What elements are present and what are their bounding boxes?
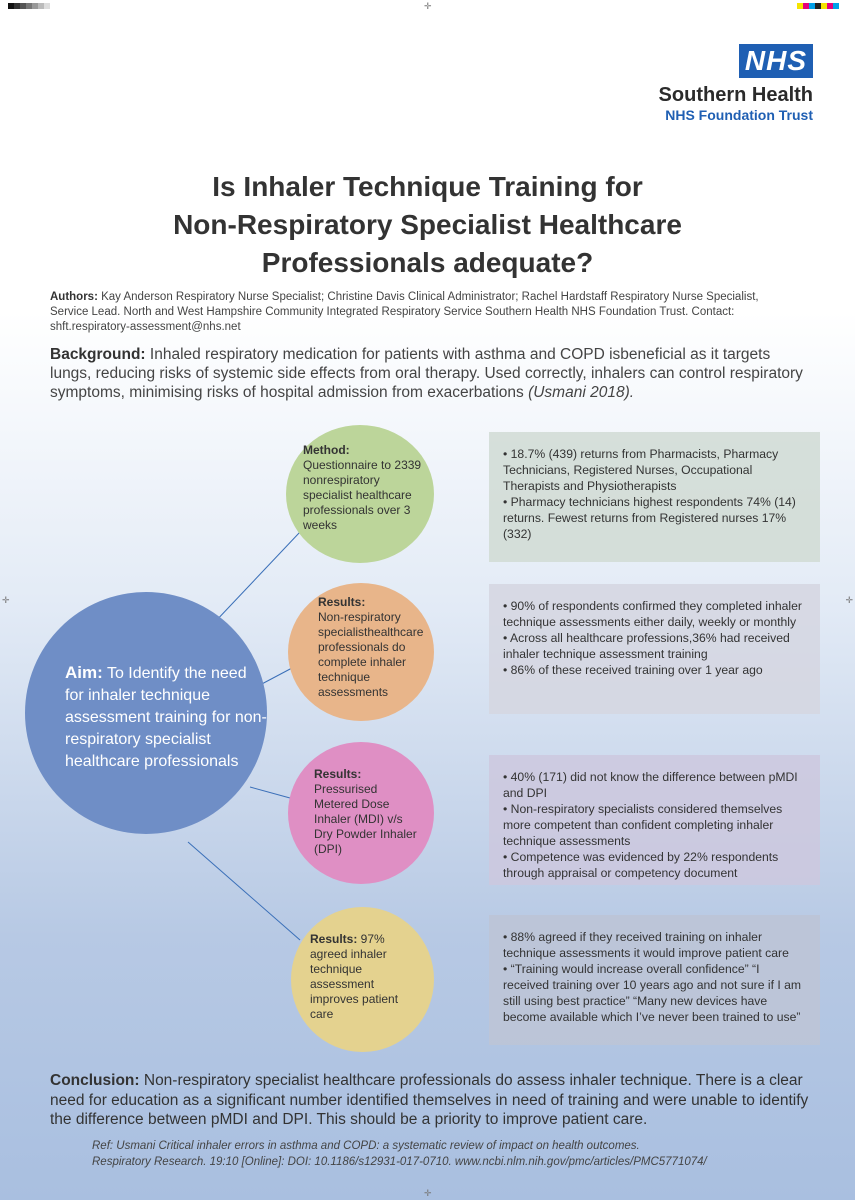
aim-text: To Identify the need for inhaler technique assessment training for non-respiratory specialist healthcare professionals xyxy=(65,665,267,770)
trust-name: NHS Foundation Trust xyxy=(665,107,813,123)
registration-mark-icon: ✛ xyxy=(2,595,10,605)
results-text: Non-respiratory specialisthealthcare professionals do complete inhaler technique assessments xyxy=(318,610,424,699)
registration-mark-icon: ✛ xyxy=(424,1188,432,1198)
finding-bullet: • 40% (171) did not know the difference between pMDI and DPI xyxy=(503,770,798,800)
results-circle-2 xyxy=(288,742,434,884)
finding-bullet: • 90% of respondents confirmed they completed inhaler technique assessments either daily, weekly or monthly xyxy=(503,599,802,629)
title-line: Professionals adequate? xyxy=(261,247,594,278)
connector-line xyxy=(188,842,300,940)
results-label: Results: xyxy=(314,767,362,781)
nhs-mark: NHS xyxy=(739,44,813,78)
registration-mark-icon: ✛ xyxy=(845,595,853,605)
title-line: Non-Respiratory Specialist Healthcare xyxy=(173,209,682,240)
finding-bullet: • 88% agreed if they received training on inhaler technique assessments it would improve patient care xyxy=(503,930,789,960)
conclusion-text: Non-respiratory specialist healthcare professionals do assess inhaler technique. There is a clear need for education as a significant number identified themselves in need of training and were unable to identify the difference between pMDI and DPI. This should be a priority to improve patient care. xyxy=(50,1072,809,1128)
org-name: Southern Health xyxy=(658,84,813,106)
finding-bullet: • 86% of these received training over 1 year ago xyxy=(503,663,763,677)
finding-bullet: • Pharmacy technicians highest respondents 74% (14) returns. Fewest returns from Registered nurses 17% (332) xyxy=(503,495,796,541)
reference xyxy=(92,1138,812,1170)
results-text: Pressurised Metered Dose Inhaler (MDI) v/s Dry Powder Inhaler (DPI) xyxy=(314,782,417,856)
background-label: Background: xyxy=(50,346,146,363)
conclusion-label: Conclusion: xyxy=(50,1072,140,1089)
results2-findings-box xyxy=(489,755,820,885)
title-line: Is Inhaler Technique Training for xyxy=(212,171,643,202)
results-label: Results: xyxy=(318,595,366,609)
results1-findings-box xyxy=(489,584,820,714)
finding-bullet: • 18.7% (439) returns from Pharmacists, Pharmacy Technicians, Registered Nurses, Occupational Therapists and Physiotherapists xyxy=(503,447,779,493)
finding-bullet: • Competence was evidenced by 22% respondents through appraisal or competency document xyxy=(503,850,779,880)
authors-text: Kay Anderson Respiratory Nurse Specialist; Christine Davis Clinical Administrator; Rachel Hardstaff Respiratory Nurse Specialist, Service Lead. North and West Hampshire Community Integrated Respiratory Service Southern Health NHS Foundation Trust. Contact: shft.respiratory-assessment@nhs.net xyxy=(50,291,759,333)
finding-bullet: • “Training would increase overall confidence” “I received training over 10 years ago and not sure if I am still using best practice” “Many new devices have become available which I’ve never been trained to use” xyxy=(503,962,802,1024)
conclusion-section xyxy=(50,1071,820,1130)
background-text: Inhaled respiratory medication for patients with asthma and COPD isbeneficial as it targets lungs, reducing risks of systemic side effects from oral therapy. Used correctly, inhalers can control respiratory symptoms, minimising risks of hospital admission from exacerbations xyxy=(50,346,803,401)
aim-label: Aim: xyxy=(65,663,103,682)
method-label: Method: xyxy=(303,443,350,457)
background-citation: (Usmani 2018). xyxy=(528,384,635,401)
results3-findings-box xyxy=(489,915,820,1045)
method-circle xyxy=(286,425,434,563)
method-findings-box xyxy=(489,432,820,562)
connector-line xyxy=(250,787,290,798)
reference-line: Respiratory Research. 19:10 [Online]: DOI: 10.1186/s12931-017-0710. www.ncbi.nlm.nih.gov/pmc/articles/PMC5771074/ xyxy=(92,1156,707,1168)
connector-line xyxy=(213,532,300,624)
method-text: Questionnaire to 2339 nonrespiratory specialist healthcare professionals over 3 weeks xyxy=(303,458,422,532)
reference-line: Ref: Usmani Critical inhaler errors in asthma and COPD: a systematic review of impact on health outcomes. xyxy=(92,1140,640,1152)
results-circle-1 xyxy=(288,583,434,721)
results-label: Results: xyxy=(310,932,358,946)
aim-circle xyxy=(25,592,267,834)
results-text: 97% agreed inhaler technique assessment improves patient care xyxy=(310,932,399,1021)
results-circle-3 xyxy=(291,907,434,1052)
registration-mark-icon: ✛ xyxy=(424,1,432,11)
authors-label: Authors: xyxy=(50,291,98,303)
finding-bullet: • Across all healthcare professions,36% had received inhaler technique assessment training xyxy=(503,631,790,661)
finding-bullet: • Non-respiratory specialists considered themselves more competent than confident completing inhaler technique assessments xyxy=(503,802,783,848)
